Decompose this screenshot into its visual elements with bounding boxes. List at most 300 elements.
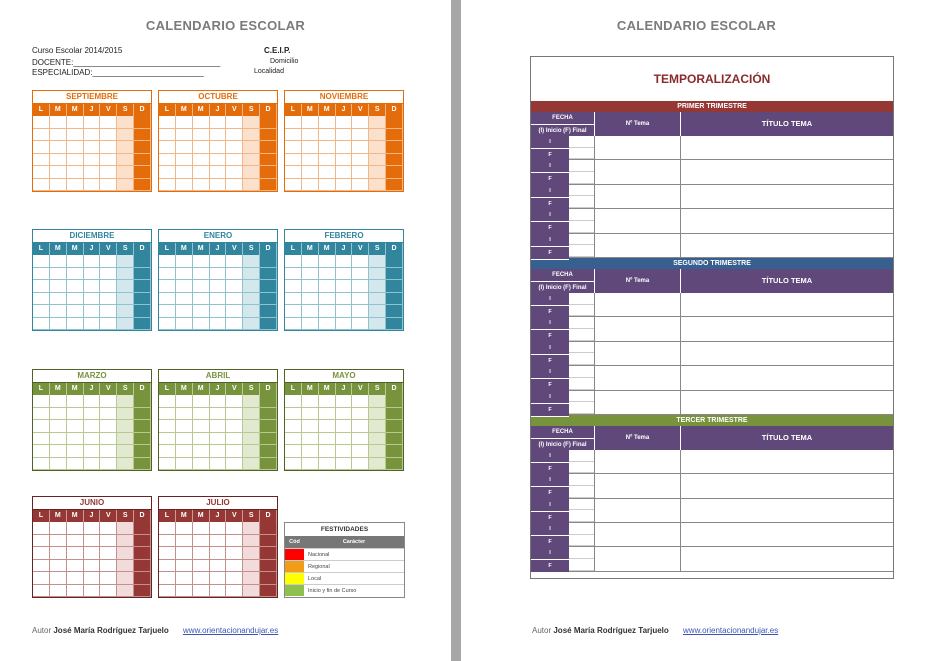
day-cell[interactable] [210,116,227,129]
fecha-inicio-cell[interactable] [569,209,594,221]
day-cell[interactable] [243,572,260,585]
titulo-cell[interactable] [681,366,893,389]
day-cell[interactable] [319,293,336,306]
day-cell[interactable] [193,116,210,129]
day-cell[interactable] [336,293,353,306]
day-cell[interactable] [226,129,243,142]
day-cell[interactable] [369,166,386,179]
fecha-final-cell[interactable] [569,353,594,365]
day-cell[interactable] [369,395,386,408]
day-cell[interactable] [386,280,403,293]
day-cell[interactable] [117,116,134,129]
day-cell[interactable] [369,129,386,142]
day-cell[interactable] [193,585,210,598]
day-cell[interactable] [67,433,84,446]
day-cell[interactable] [210,572,227,585]
day-cell[interactable] [84,560,101,573]
day-cell[interactable] [117,179,134,192]
day-cell[interactable] [84,166,101,179]
day-cell[interactable] [193,268,210,281]
day-cell[interactable] [243,166,260,179]
day-cell[interactable] [159,433,176,446]
day-cell[interactable] [84,280,101,293]
day-cell[interactable] [210,255,227,268]
day-cell[interactable] [134,166,151,179]
day-cell[interactable] [210,408,227,421]
ntema-cell[interactable] [595,160,681,183]
day-cell[interactable] [33,585,50,598]
day-cell[interactable] [243,433,260,446]
fecha-inicio-cell[interactable] [569,450,594,462]
day-cell[interactable] [319,395,336,408]
day-cell[interactable] [176,458,193,471]
day-cell[interactable] [336,408,353,421]
fecha-inicio-cell[interactable] [569,499,594,511]
day-cell[interactable] [226,179,243,192]
day-cell[interactable] [193,154,210,167]
day-cell[interactable] [302,445,319,458]
day-cell[interactable] [134,547,151,560]
day-cell[interactable] [100,154,117,167]
day-cell[interactable] [302,408,319,421]
day-cell[interactable] [50,420,67,433]
day-cell[interactable] [134,585,151,598]
day-cell[interactable] [285,268,302,281]
day-cell[interactable] [100,572,117,585]
day-cell[interactable] [84,547,101,560]
day-cell[interactable] [210,154,227,167]
day-cell[interactable] [100,129,117,142]
day-cell[interactable] [352,433,369,446]
day-cell[interactable] [134,255,151,268]
day-cell[interactable] [352,154,369,167]
fecha-inicio-cell[interactable] [569,185,594,197]
fecha-final-cell[interactable] [569,402,594,414]
day-cell[interactable] [67,141,84,154]
day-cell[interactable] [210,433,227,446]
day-cell[interactable] [33,433,50,446]
day-cell[interactable] [302,305,319,318]
day-cell[interactable] [50,154,67,167]
ntema-cell[interactable] [595,136,681,159]
day-cell[interactable] [336,305,353,318]
day-cell[interactable] [50,318,67,331]
day-cell[interactable] [84,154,101,167]
day-cell[interactable] [386,154,403,167]
day-cell[interactable] [369,305,386,318]
day-cell[interactable] [319,408,336,421]
fecha-final-cell[interactable] [569,221,594,233]
day-cell[interactable] [302,179,319,192]
day-cell[interactable] [193,141,210,154]
day-cell[interactable] [50,141,67,154]
day-cell[interactable] [210,522,227,535]
day-cell[interactable] [159,129,176,142]
day-cell[interactable] [67,585,84,598]
day-cell[interactable] [336,255,353,268]
day-cell[interactable] [67,522,84,535]
day-cell[interactable] [336,420,353,433]
day-cell[interactable] [226,522,243,535]
day-cell[interactable] [134,318,151,331]
day-cell[interactable] [352,420,369,433]
day-cell[interactable] [176,268,193,281]
day-cell[interactable] [84,318,101,331]
day-cell[interactable] [134,420,151,433]
day-cell[interactable] [243,268,260,281]
fecha-final-cell[interactable] [569,329,594,341]
ntema-cell[interactable] [595,185,681,208]
day-cell[interactable] [159,166,176,179]
fecha-inicio-cell[interactable] [569,366,594,378]
day-cell[interactable] [260,572,277,585]
day-cell[interactable] [260,458,277,471]
day-cell[interactable] [84,585,101,598]
day-cell[interactable] [117,268,134,281]
day-cell[interactable] [302,280,319,293]
fecha-final-cell[interactable] [569,535,594,547]
day-cell[interactable] [352,166,369,179]
day-cell[interactable] [50,547,67,560]
day-cell[interactable] [260,154,277,167]
day-cell[interactable] [100,420,117,433]
day-cell[interactable] [100,547,117,560]
day-cell[interactable] [134,433,151,446]
day-cell[interactable] [369,408,386,421]
day-cell[interactable] [159,408,176,421]
day-cell[interactable] [117,547,134,560]
day-cell[interactable] [352,116,369,129]
day-cell[interactable] [176,305,193,318]
day-cell[interactable] [226,116,243,129]
day-cell[interactable] [67,560,84,573]
day-cell[interactable] [260,280,277,293]
day-cell[interactable] [100,141,117,154]
day-cell[interactable] [226,166,243,179]
day-cell[interactable] [100,280,117,293]
day-cell[interactable] [210,585,227,598]
day-cell[interactable] [386,129,403,142]
fecha-final-cell[interactable] [569,559,594,571]
day-cell[interactable] [33,408,50,421]
day-cell[interactable] [33,129,50,142]
day-cell[interactable] [369,255,386,268]
day-cell[interactable] [352,395,369,408]
day-cell[interactable] [134,129,151,142]
day-cell[interactable] [285,293,302,306]
day-cell[interactable] [319,141,336,154]
day-cell[interactable] [226,547,243,560]
day-cell[interactable] [134,179,151,192]
day-cell[interactable] [210,280,227,293]
day-cell[interactable] [226,445,243,458]
day-cell[interactable] [50,129,67,142]
day-cell[interactable] [210,395,227,408]
fecha-inicio-cell[interactable] [569,317,594,329]
day-cell[interactable] [352,445,369,458]
day-cell[interactable] [369,116,386,129]
day-cell[interactable] [33,154,50,167]
day-cell[interactable] [386,268,403,281]
day-cell[interactable] [33,255,50,268]
day-cell[interactable] [193,293,210,306]
titulo-cell[interactable] [681,450,893,473]
day-cell[interactable] [50,572,67,585]
day-cell[interactable] [176,585,193,598]
fecha-inicio-cell[interactable] [569,293,594,305]
day-cell[interactable] [336,129,353,142]
titulo-cell[interactable] [681,234,893,257]
day-cell[interactable] [176,535,193,548]
day-cell[interactable] [352,318,369,331]
day-cell[interactable] [117,166,134,179]
ntema-cell[interactable] [595,474,681,497]
day-cell[interactable] [260,433,277,446]
day-cell[interactable] [369,318,386,331]
day-cell[interactable] [134,408,151,421]
day-cell[interactable] [67,255,84,268]
day-cell[interactable] [260,420,277,433]
day-cell[interactable] [285,166,302,179]
day-cell[interactable] [193,458,210,471]
day-cell[interactable] [100,535,117,548]
day-cell[interactable] [50,166,67,179]
day-cell[interactable] [243,585,260,598]
day-cell[interactable] [33,535,50,548]
day-cell[interactable] [159,522,176,535]
day-cell[interactable] [33,395,50,408]
fecha-final-cell[interactable] [569,462,594,474]
fecha-inicio-cell[interactable] [569,136,594,148]
day-cell[interactable] [285,255,302,268]
day-cell[interactable] [100,318,117,331]
fecha-inicio-cell[interactable] [569,523,594,535]
day-cell[interactable] [386,420,403,433]
day-cell[interactable] [193,318,210,331]
day-cell[interactable] [243,179,260,192]
day-cell[interactable] [260,522,277,535]
day-cell[interactable] [210,179,227,192]
fecha-inicio-cell[interactable] [569,547,594,559]
day-cell[interactable] [193,179,210,192]
day-cell[interactable] [302,141,319,154]
day-cell[interactable] [193,547,210,560]
day-cell[interactable] [134,395,151,408]
day-cell[interactable] [176,116,193,129]
day-cell[interactable] [176,141,193,154]
day-cell[interactable] [50,293,67,306]
day-cell[interactable] [302,420,319,433]
day-cell[interactable] [134,522,151,535]
day-cell[interactable] [117,395,134,408]
day-cell[interactable] [260,116,277,129]
day-cell[interactable] [260,547,277,560]
day-cell[interactable] [134,535,151,548]
day-cell[interactable] [159,305,176,318]
day-cell[interactable] [369,445,386,458]
day-cell[interactable] [159,141,176,154]
day-cell[interactable] [176,445,193,458]
day-cell[interactable] [386,255,403,268]
day-cell[interactable] [176,408,193,421]
day-cell[interactable] [260,585,277,598]
day-cell[interactable] [159,547,176,560]
day-cell[interactable] [100,116,117,129]
day-cell[interactable] [176,166,193,179]
day-cell[interactable] [260,141,277,154]
day-cell[interactable] [285,116,302,129]
titulo-cell[interactable] [681,136,893,159]
day-cell[interactable] [100,268,117,281]
day-cell[interactable] [176,547,193,560]
day-cell[interactable] [84,572,101,585]
day-cell[interactable] [33,305,50,318]
day-cell[interactable] [386,445,403,458]
fecha-inicio-cell[interactable] [569,160,594,172]
day-cell[interactable] [260,445,277,458]
titulo-cell[interactable] [681,209,893,232]
day-cell[interactable] [352,305,369,318]
day-cell[interactable] [100,458,117,471]
fecha-final-cell[interactable] [569,196,594,208]
day-cell[interactable] [67,535,84,548]
day-cell[interactable] [210,420,227,433]
ntema-cell[interactable] [595,209,681,232]
day-cell[interactable] [159,445,176,458]
fecha-inicio-cell[interactable] [569,342,594,354]
day-cell[interactable] [352,458,369,471]
day-cell[interactable] [100,395,117,408]
day-cell[interactable] [67,572,84,585]
day-cell[interactable] [319,268,336,281]
day-cell[interactable] [33,420,50,433]
day-cell[interactable] [260,395,277,408]
day-cell[interactable] [193,445,210,458]
day-cell[interactable] [67,395,84,408]
day-cell[interactable] [352,280,369,293]
day-cell[interactable] [285,318,302,331]
day-cell[interactable] [33,522,50,535]
day-cell[interactable] [33,560,50,573]
day-cell[interactable] [210,445,227,458]
day-cell[interactable] [243,522,260,535]
day-cell[interactable] [67,179,84,192]
day-cell[interactable] [285,280,302,293]
day-cell[interactable] [386,141,403,154]
day-cell[interactable] [210,305,227,318]
day-cell[interactable] [243,154,260,167]
day-cell[interactable] [226,420,243,433]
titulo-cell[interactable] [681,499,893,522]
day-cell[interactable] [210,535,227,548]
day-cell[interactable] [100,166,117,179]
day-cell[interactable] [336,458,353,471]
day-cell[interactable] [84,268,101,281]
fecha-final-cell[interactable] [569,305,594,317]
day-cell[interactable] [302,433,319,446]
day-cell[interactable] [50,116,67,129]
day-cell[interactable] [285,408,302,421]
day-cell[interactable] [386,116,403,129]
day-cell[interactable] [67,280,84,293]
day-cell[interactable] [260,535,277,548]
day-cell[interactable] [84,458,101,471]
day-cell[interactable] [117,255,134,268]
day-cell[interactable] [386,305,403,318]
day-cell[interactable] [243,318,260,331]
day-cell[interactable] [369,179,386,192]
day-cell[interactable] [117,560,134,573]
day-cell[interactable] [226,318,243,331]
day-cell[interactable] [319,154,336,167]
day-cell[interactable] [226,585,243,598]
day-cell[interactable] [243,293,260,306]
day-cell[interactable] [193,420,210,433]
day-cell[interactable] [319,280,336,293]
day-cell[interactable] [352,408,369,421]
day-cell[interactable] [319,458,336,471]
day-cell[interactable] [159,179,176,192]
day-cell[interactable] [319,129,336,142]
day-cell[interactable] [50,268,67,281]
day-cell[interactable] [226,141,243,154]
day-cell[interactable] [33,318,50,331]
day-cell[interactable] [100,305,117,318]
day-cell[interactable] [50,395,67,408]
day-cell[interactable] [210,458,227,471]
day-cell[interactable] [117,408,134,421]
day-cell[interactable] [285,129,302,142]
day-cell[interactable] [336,433,353,446]
day-cell[interactable] [285,458,302,471]
day-cell[interactable] [134,154,151,167]
day-cell[interactable] [134,293,151,306]
day-cell[interactable] [117,572,134,585]
day-cell[interactable] [33,572,50,585]
day-cell[interactable] [50,458,67,471]
day-cell[interactable] [33,116,50,129]
day-cell[interactable] [134,141,151,154]
day-cell[interactable] [319,433,336,446]
day-cell[interactable] [285,305,302,318]
day-cell[interactable] [226,293,243,306]
day-cell[interactable] [100,433,117,446]
fecha-inicio-cell[interactable] [569,474,594,486]
day-cell[interactable] [84,129,101,142]
day-cell[interactable] [226,572,243,585]
day-cell[interactable] [260,305,277,318]
titulo-cell[interactable] [681,185,893,208]
day-cell[interactable] [176,154,193,167]
day-cell[interactable] [159,420,176,433]
day-cell[interactable] [84,179,101,192]
day-cell[interactable] [243,458,260,471]
day-cell[interactable] [100,255,117,268]
day-cell[interactable] [84,395,101,408]
day-cell[interactable] [336,268,353,281]
day-cell[interactable] [319,255,336,268]
day-cell[interactable] [285,420,302,433]
day-cell[interactable] [369,154,386,167]
day-cell[interactable] [134,305,151,318]
day-cell[interactable] [319,318,336,331]
day-cell[interactable] [33,141,50,154]
day-cell[interactable] [285,445,302,458]
day-cell[interactable] [176,280,193,293]
titulo-cell[interactable] [681,342,893,365]
day-cell[interactable] [260,293,277,306]
day-cell[interactable] [352,293,369,306]
